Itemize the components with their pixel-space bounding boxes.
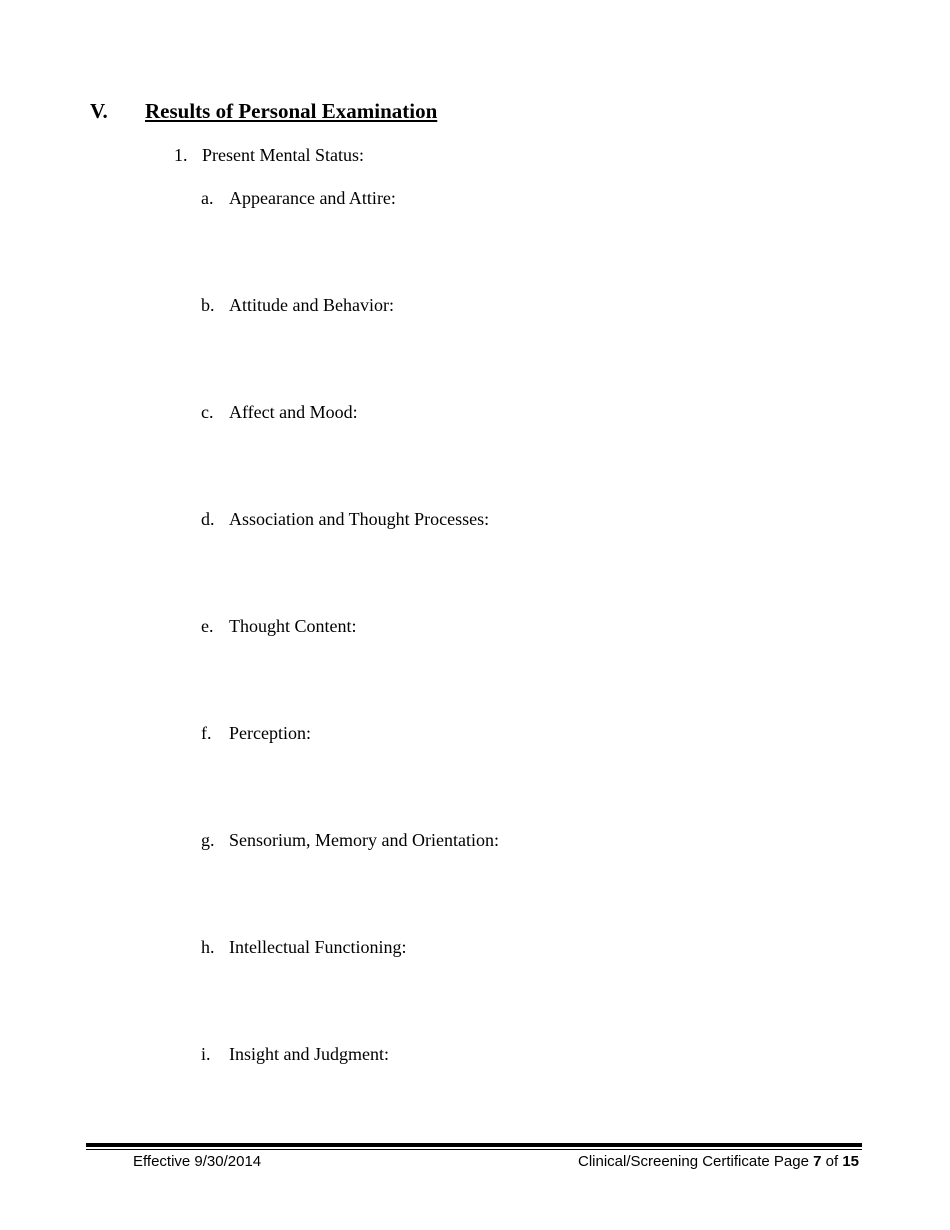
list-item-affect-and-mood: [201, 400, 358, 424]
footer-page-info: [578, 1152, 859, 1172]
list-item-label: Thought Content:: [229, 616, 357, 636]
footer-effective-date: Effective 9/30/2014: [133, 1153, 262, 1170]
list-item-present-mental-status: [174, 143, 364, 167]
footer-page-total: 15: [842, 1153, 859, 1170]
list-item-label: Sensorium, Memory and Orientation:: [229, 830, 499, 850]
list-item-intellectual-functioning: [201, 935, 406, 959]
list-item-thought-content: [201, 614, 357, 638]
list-marker: b.: [201, 295, 215, 315]
list-item-label: Present Mental Status:: [202, 145, 364, 165]
list-marker: f.: [201, 723, 212, 743]
list-marker: d.: [201, 509, 215, 529]
list-marker: c.: [201, 402, 214, 422]
list-item-perception: [201, 721, 311, 745]
list-item-label: Appearance and Attire:: [229, 188, 396, 208]
list-marker: e.: [201, 616, 214, 636]
list-item-association-and-thought-processes: [201, 507, 489, 531]
list-item-appearance-and-attire: [201, 186, 396, 210]
footer-rule-thin: [86, 1149, 862, 1150]
footer-page-current: 7: [813, 1153, 822, 1170]
list-marker: a.: [201, 188, 214, 208]
list-item-label: Association and Thought Processes:: [229, 509, 490, 529]
list-marker: g.: [201, 830, 215, 850]
footer-page-of: of: [825, 1153, 839, 1170]
footer-rule-thick: [86, 1143, 862, 1147]
list-item-label: Intellectual Functioning:: [229, 937, 407, 957]
section-title: Results of Personal Examination: [145, 99, 438, 123]
list-item-label: Affect and Mood:: [229, 402, 358, 422]
list-marker: h.: [201, 937, 215, 957]
list-item-insight-and-judgment: [201, 1042, 389, 1066]
section-numeral: V.: [90, 99, 108, 123]
footer-page-prefix: Clinical/Screening Certificate Page: [577, 1153, 809, 1170]
list-item-attitude-and-behavior: [201, 293, 394, 317]
list-item-sensorium-memory-orientation: [201, 828, 499, 852]
list-item-label: Perception:: [229, 723, 311, 743]
list-item-label: Insight and Judgment:: [229, 1044, 389, 1064]
list-item-label: Attitude and Behavior:: [229, 295, 394, 315]
list-marker: 1.: [174, 145, 188, 165]
list-marker: i.: [201, 1044, 211, 1064]
